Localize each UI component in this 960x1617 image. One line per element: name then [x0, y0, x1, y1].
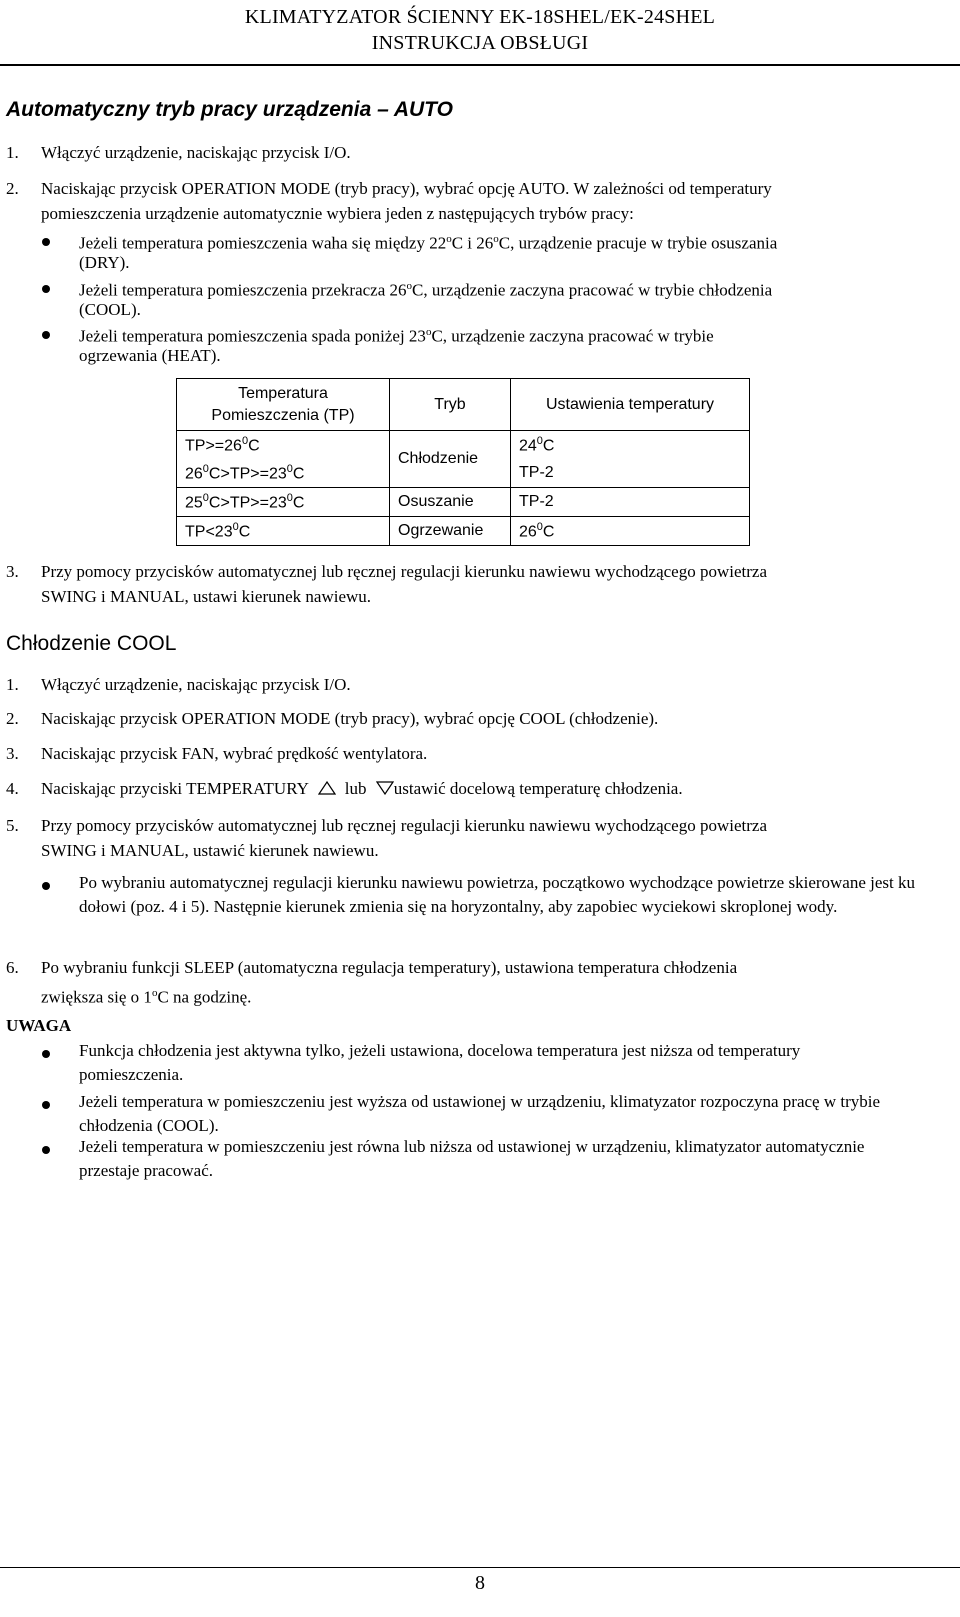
note-title: UWAGA: [6, 1016, 72, 1035]
table-cell: Osuszanie: [390, 488, 511, 517]
table-cell: $TP<23^0C$: [177, 517, 390, 546]
step-text: SWING i MANUAL, ustawić kierunek nawiewu.: [41, 841, 379, 860]
note-bullet-text: Jeżeli temperatura w pomieszczeniu jest równa lub niższa od ustawionej w urządzeniu, klimatyzator automatycznie przestaje pracować.: [79, 1137, 865, 1180]
step-text: Naciskając przycisk OPERATION MODE (tryb pracy), wybrać opcję AUTO. W zależności od temperatury: [41, 179, 772, 198]
bullet-icon: [42, 1050, 50, 1058]
table-cell: TP-2: [511, 459, 750, 488]
triangle-up-icon: [318, 781, 336, 795]
table-header-cell: Temperatura Pomieszczenia (TP): [177, 379, 390, 431]
step-text: Włączyć urządzenie, naciskając przycisk I/O.: [41, 675, 351, 694]
step-text: SWING i MANUAL, ustawi kierunek nawiewu.: [41, 587, 372, 606]
step-number: 4.: [6, 779, 19, 798]
bullet-text-cont: (DRY).: [79, 253, 130, 272]
bullet-text: Po wybraniu automatycznej regulacji kierunku nawiewu powietrza, początkowo wychodzące powietrze skierowane jest ku dołowi (poz. 4 i 5). Następnie kierunek zmienia się na horyzontalny, aby zapobiec wyciekowi skroplonej wody.: [79, 873, 915, 916]
table-cell: Chłodzenie: [390, 431, 511, 488]
step-text: Naciskając przycisk OPERATION MODE (tryb pracy), wybrać opcję COOL (chłodzenie).: [41, 709, 659, 728]
step-text: pomieszczenia urządzenie automatycznie wybiera jeden z następujących trybów pracy:: [41, 204, 634, 223]
step-number: 1.: [6, 143, 19, 162]
step-number: 6.: [6, 958, 19, 977]
table-cell: TP-2: [511, 488, 750, 517]
bullet-icon: [42, 1146, 50, 1154]
bullet-icon: [42, 285, 50, 293]
table-cell: Ogrzewanie: [390, 517, 511, 546]
auto-mode-table: [176, 378, 750, 546]
bullet-icon: [42, 882, 50, 890]
section-title-auto: Automatyczny tryb pracy urządzenia – AUTO: [6, 98, 453, 121]
step-number: 1.: [6, 675, 19, 694]
triangle-down-icon: [376, 781, 394, 795]
table-cell: $24^0C$: [511, 431, 750, 460]
step-text: Przy pomocy przycisków automatycznej lub ręcznej regulacji kierunku nawiewu wychodzącego powietrza: [41, 816, 767, 835]
section-title-cool: Chłodzenie COOL: [6, 632, 177, 655]
step-text: Po wybraniu funkcji SLEEP (automatyczna regulacja temperatury), ustawiona temperatura chłodzenia: [41, 958, 738, 977]
step-text: Włączyć urządzenie, naciskając przycisk I/O.: [41, 143, 351, 162]
step-number: 3.: [6, 744, 19, 763]
bullet-icon: [42, 1101, 50, 1109]
bullet-text-cont: (COOL).: [79, 300, 141, 319]
document-header: [0, 4, 960, 56]
page-number: 8: [475, 1572, 485, 1594]
table-header-cell: Ustawienia temperatury: [511, 379, 750, 431]
table-header-cell: Tryb: [390, 379, 511, 431]
header-subtitle: INSTRUKCJA OBSŁUGI: [371, 32, 589, 54]
footer-rule: [0, 1567, 960, 1568]
header-rule: [0, 64, 960, 66]
table-cell: $26^0C>TP>=23^0C$: [177, 459, 390, 488]
step-text: Naciskając przycisk FAN, wybrać prędkość wentylatora.: [41, 744, 428, 763]
bullet-icon: [42, 331, 50, 339]
note-bullet-text: Funkcja chłodzenia jest aktywna tylko, jeżeli ustawiona, docelowa temperatura jest niższa od temperatury pomieszczenia.: [79, 1041, 801, 1084]
bullet-text: Jeżeli temperatura pomieszczenia przekracza 26$^o$C, urządzenie zaczyna pracować w trybie chłodzenia: [79, 280, 773, 300]
table-cell: $25^0C>TP>=23^0C$: [177, 488, 390, 517]
bullet-text: Jeżeli temperatura pomieszczenia waha się między 22$^o$C i 26$^o$C, urządzenie pracuje w trybie osuszania: [79, 233, 778, 253]
step-number: 2.: [6, 709, 19, 728]
note-bullet-text: Jeżeli temperatura w pomieszczeniu jest wyższa od ustawionej w urządzeniu, klimatyzator rozpoczyna pracę w trybie chłodzenia (COOL).: [79, 1092, 881, 1135]
bullet-text-cont: ogrzewania (HEAT).: [79, 346, 221, 365]
bullet-icon: [42, 238, 50, 246]
table-cell: $TP>=26^0C$: [177, 431, 390, 460]
step-text: Przy pomocy przycisków automatycznej lub ręcznej regulacji kierunku nawiewu wychodzącego powietrza: [41, 562, 767, 581]
step-text: Naciskając przyciski TEMPERATURY lub ustawić docelową temperaturę chłodzenia.: [41, 779, 683, 798]
header-title: KLIMATYZATOR ŚCIENNY EK-18SHEL/EK-24SHEL: [244, 6, 716, 28]
step-text: zwiększa się o 1$^o$C na godzinę.: [41, 987, 252, 1007]
step-number: 5.: [6, 816, 19, 835]
table-cell: $26^0C$: [511, 517, 750, 546]
step-number: 3.: [6, 562, 19, 581]
step-number: 2.: [6, 179, 19, 198]
bullet-text: Jeżeli temperatura pomieszczenia spada poniżej 23$^o$C, urządzenie zaczyna pracować w trybie: [79, 326, 714, 346]
